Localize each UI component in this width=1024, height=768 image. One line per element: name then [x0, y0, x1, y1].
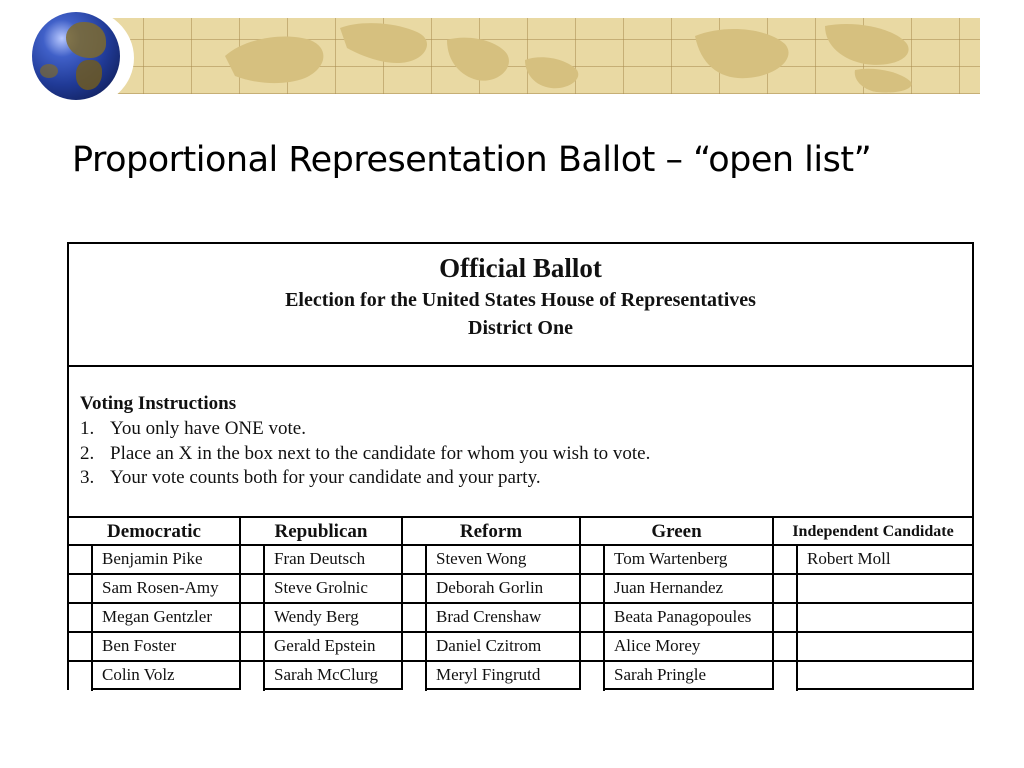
vote-checkbox[interactable]: [581, 575, 605, 602]
vote-checkbox[interactable]: [774, 662, 798, 691]
candidate-name: Colin Volz: [102, 665, 175, 684]
candidate-row[interactable]: [403, 604, 579, 633]
candidate-name: Fran Deutsch: [274, 549, 366, 568]
candidate-row[interactable]: [774, 633, 972, 662]
instruction-item: 1. You only have ONE vote.: [80, 418, 306, 439]
world-map-banner: [95, 18, 980, 94]
vote-checkbox[interactable]: [581, 546, 605, 573]
party-name: Democratic: [69, 518, 239, 546]
instructions-heading: Voting Instructions: [80, 393, 237, 414]
ballot-district: District One: [468, 317, 573, 339]
candidate-name: Tom Wartenberg: [614, 549, 728, 568]
vote-checkbox[interactable]: [774, 604, 798, 631]
party-name: Republican: [241, 518, 401, 546]
candidate-name: Deborah Gorlin: [436, 578, 544, 597]
official-ballot: [67, 242, 974, 690]
candidate-row[interactable]: [241, 604, 401, 633]
vote-checkbox[interactable]: [69, 604, 93, 631]
ballot-subtitle: Election for the United States House of Representatives: [285, 289, 756, 311]
candidate-row[interactable]: [241, 546, 401, 575]
candidate-name: Ben Foster: [102, 636, 177, 655]
candidate-name: Sarah Pringle: [614, 665, 707, 684]
candidate-row[interactable]: [241, 575, 401, 604]
vote-checkbox[interactable]: [241, 604, 265, 631]
candidate-row[interactable]: [241, 662, 401, 691]
candidate-row[interactable]: [403, 546, 579, 575]
candidate-name: Sam Rosen-Amy: [102, 578, 219, 597]
candidate-row[interactable]: [69, 604, 239, 633]
party-column-republican: [241, 518, 403, 688]
candidate-name: Megan Gentzler: [102, 607, 212, 626]
vote-checkbox[interactable]: [241, 662, 265, 691]
vote-checkbox[interactable]: [403, 546, 427, 573]
ballot-header: [69, 244, 972, 367]
candidate-row[interactable]: [403, 575, 579, 604]
instruction-item: 3. Your vote counts both for your candidate and your party.: [80, 467, 541, 488]
candidate-name: Brad Crenshaw: [436, 607, 542, 626]
globe-icon: [32, 12, 120, 100]
vote-checkbox[interactable]: [403, 604, 427, 631]
party-name: Independent Candidate: [774, 518, 972, 546]
party-column-green: [581, 518, 774, 688]
voting-instructions: [69, 367, 972, 518]
vote-checkbox[interactable]: [403, 662, 427, 691]
vote-checkbox[interactable]: [69, 662, 93, 691]
candidate-row[interactable]: [774, 575, 972, 604]
candidate-name: Steve Grolnic: [274, 578, 368, 597]
candidate-row[interactable]: [241, 633, 401, 662]
party-column-reform: [403, 518, 581, 688]
candidate-name: Robert Moll: [807, 549, 891, 568]
candidate-row[interactable]: [774, 604, 972, 633]
vote-checkbox[interactable]: [241, 633, 265, 660]
candidate-name: Wendy Berg: [274, 607, 359, 626]
vote-checkbox[interactable]: [774, 633, 798, 660]
vote-checkbox[interactable]: [403, 575, 427, 602]
vote-checkbox[interactable]: [241, 575, 265, 602]
candidate-row[interactable]: [69, 633, 239, 662]
vote-checkbox[interactable]: [69, 575, 93, 602]
candidate-row[interactable]: [581, 546, 772, 575]
vote-checkbox[interactable]: [774, 575, 798, 602]
candidate-name: Juan Hernandez: [614, 578, 724, 597]
candidate-name: Steven Wong: [436, 549, 527, 568]
vote-checkbox[interactable]: [403, 633, 427, 660]
candidate-name: Sarah McClurg: [274, 665, 379, 684]
candidate-row[interactable]: [774, 662, 972, 691]
party-name: Green: [581, 518, 772, 546]
slide-title: Proportional Representation Ballot – “open list”: [72, 140, 872, 180]
candidate-name: [798, 662, 807, 691]
candidate-row[interactable]: [69, 662, 239, 691]
candidate-name: Daniel Czitrom: [436, 636, 542, 655]
candidate-name: Gerald Epstein: [274, 636, 376, 655]
candidate-row[interactable]: [581, 662, 772, 691]
vote-checkbox[interactable]: [241, 546, 265, 573]
candidate-row[interactable]: [69, 546, 239, 575]
party-name: Reform: [403, 518, 579, 546]
candidate-row[interactable]: [69, 575, 239, 604]
candidate-row[interactable]: [581, 604, 772, 633]
party-column-democratic: [69, 518, 241, 688]
candidate-row[interactable]: [403, 662, 579, 691]
vote-checkbox[interactable]: [581, 633, 605, 660]
world-map-graphic: [95, 18, 980, 94]
vote-checkbox[interactable]: [774, 546, 798, 573]
candidate-name: [798, 575, 807, 602]
party-column-independent: [774, 518, 972, 688]
candidate-name: Beata Panagopoules: [614, 607, 752, 626]
candidate-name: [798, 604, 807, 631]
candidate-name: Meryl Fingrutd: [436, 665, 541, 684]
candidate-grid: [69, 518, 972, 688]
vote-checkbox[interactable]: [581, 662, 605, 691]
candidate-row[interactable]: [581, 633, 772, 662]
vote-checkbox[interactable]: [581, 604, 605, 631]
ballot-title: Official Ballot: [439, 253, 602, 283]
candidate-row[interactable]: [581, 575, 772, 604]
instruction-item: 2. Place an X in the box next to the candidate for whom you wish to vote.: [80, 443, 651, 464]
vote-checkbox[interactable]: [69, 546, 93, 573]
candidate-name: [798, 633, 807, 660]
candidate-row[interactable]: [774, 546, 972, 575]
candidate-name: Alice Morey: [614, 636, 701, 655]
candidate-name: Benjamin Pike: [102, 549, 203, 568]
candidate-row[interactable]: [403, 633, 579, 662]
vote-checkbox[interactable]: [69, 633, 93, 660]
